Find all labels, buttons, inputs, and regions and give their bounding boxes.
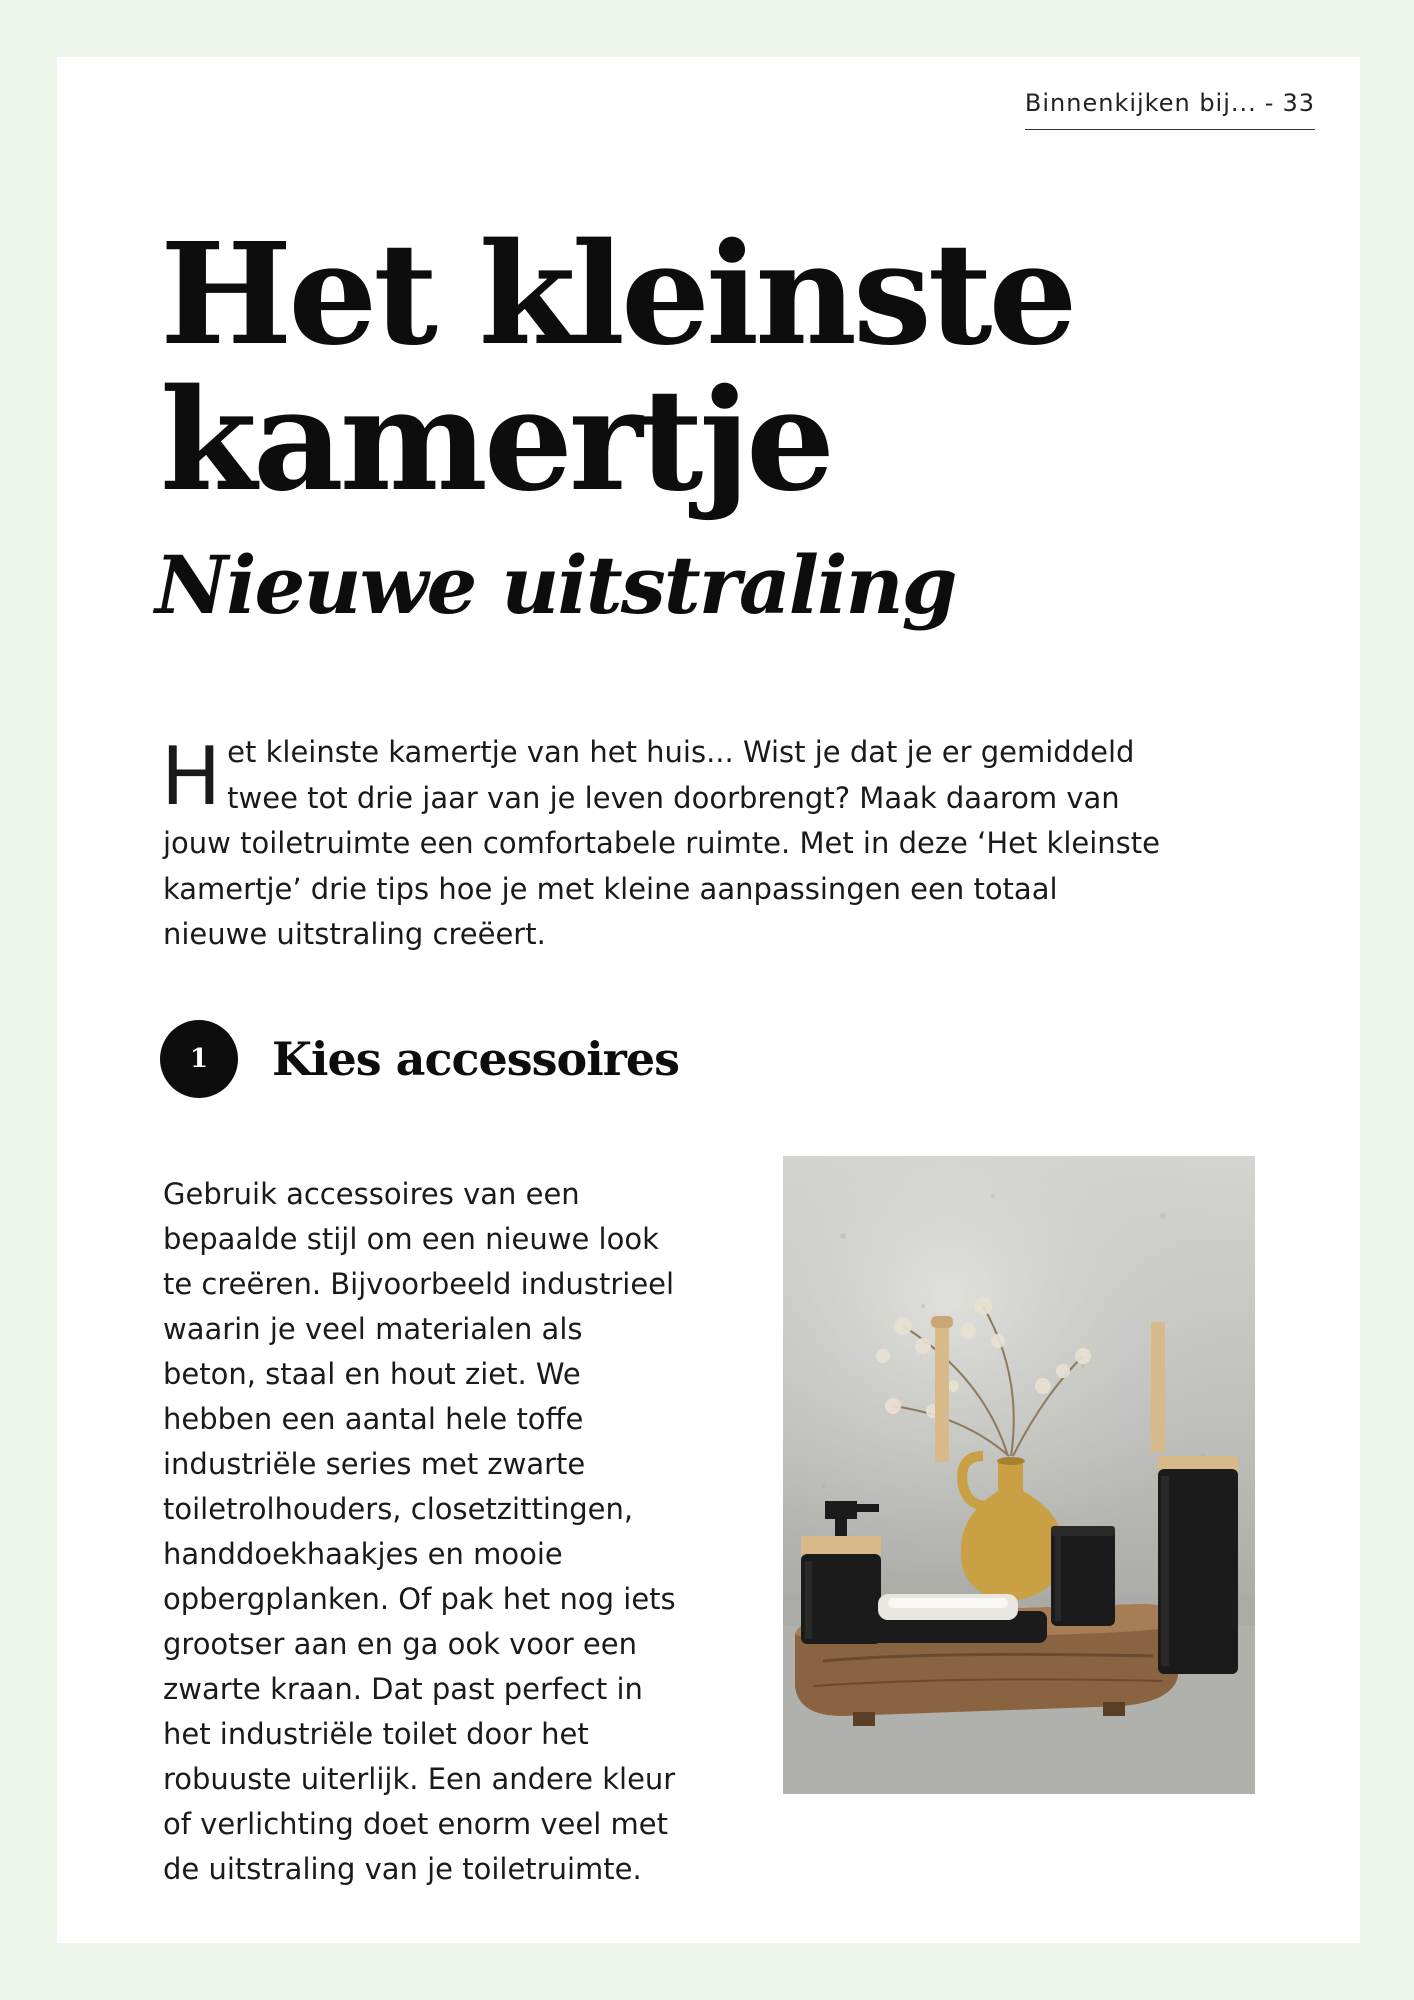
bathroom-accessories-illustration: [783, 1156, 1255, 1794]
page: [57, 57, 1360, 1943]
page-number: 33: [1282, 89, 1315, 117]
title-line-2: kamertje: [160, 359, 832, 523]
page-subtitle: Nieuwe uitstraling: [155, 538, 956, 632]
running-head: [1025, 89, 1315, 130]
header-separator: -: [1264, 89, 1275, 117]
section-title: Kies accessoires: [272, 1032, 680, 1086]
section-number-badge: 1: [160, 1020, 238, 1098]
page-title: [160, 213, 1074, 523]
title-line-1: Het kleinste: [160, 213, 1074, 377]
tumbler: [1051, 1526, 1115, 1626]
product-photo: [783, 1156, 1255, 1794]
intro-text: et kleinste kamertje van het huis... Wist je dat je er gemiddeld twee tot drie jaar van je leven doorbrengt? Maak daarom van jouw toiletruimte een comfortabele ruimte. Met in deze ‘Het kleinste kamertje’ drie tips hoe je met kleine aanpassingen een totaal nieuwe uitstraling creëert.: [163, 735, 1161, 951]
section-label: Binnenkijken bij...: [1024, 89, 1257, 117]
drop-cap: H: [161, 730, 222, 823]
section-body-text: Gebruik accessoires van een bepaalde stijl om een nieuwe look te creëren. Bijvoorbeeld industrieel waarin je veel materialen als beton, staal en hout ziet. We hebben een aantal hele toffe industriële series met zwarte toiletrolhouders, closetzittingen, handdoekhaakjes en mooie opbergplanken. Of pak het nog iets grootser aan en ga ook voor een zwarte kraan. Dat past perfect in het industriële toilet door het robuuste uiterlijk. Een andere kleur of verlichting doet enorm veel met de uitstraling van je toiletruimte.: [163, 1177, 676, 1886]
intro-paragraph: [163, 730, 1163, 958]
